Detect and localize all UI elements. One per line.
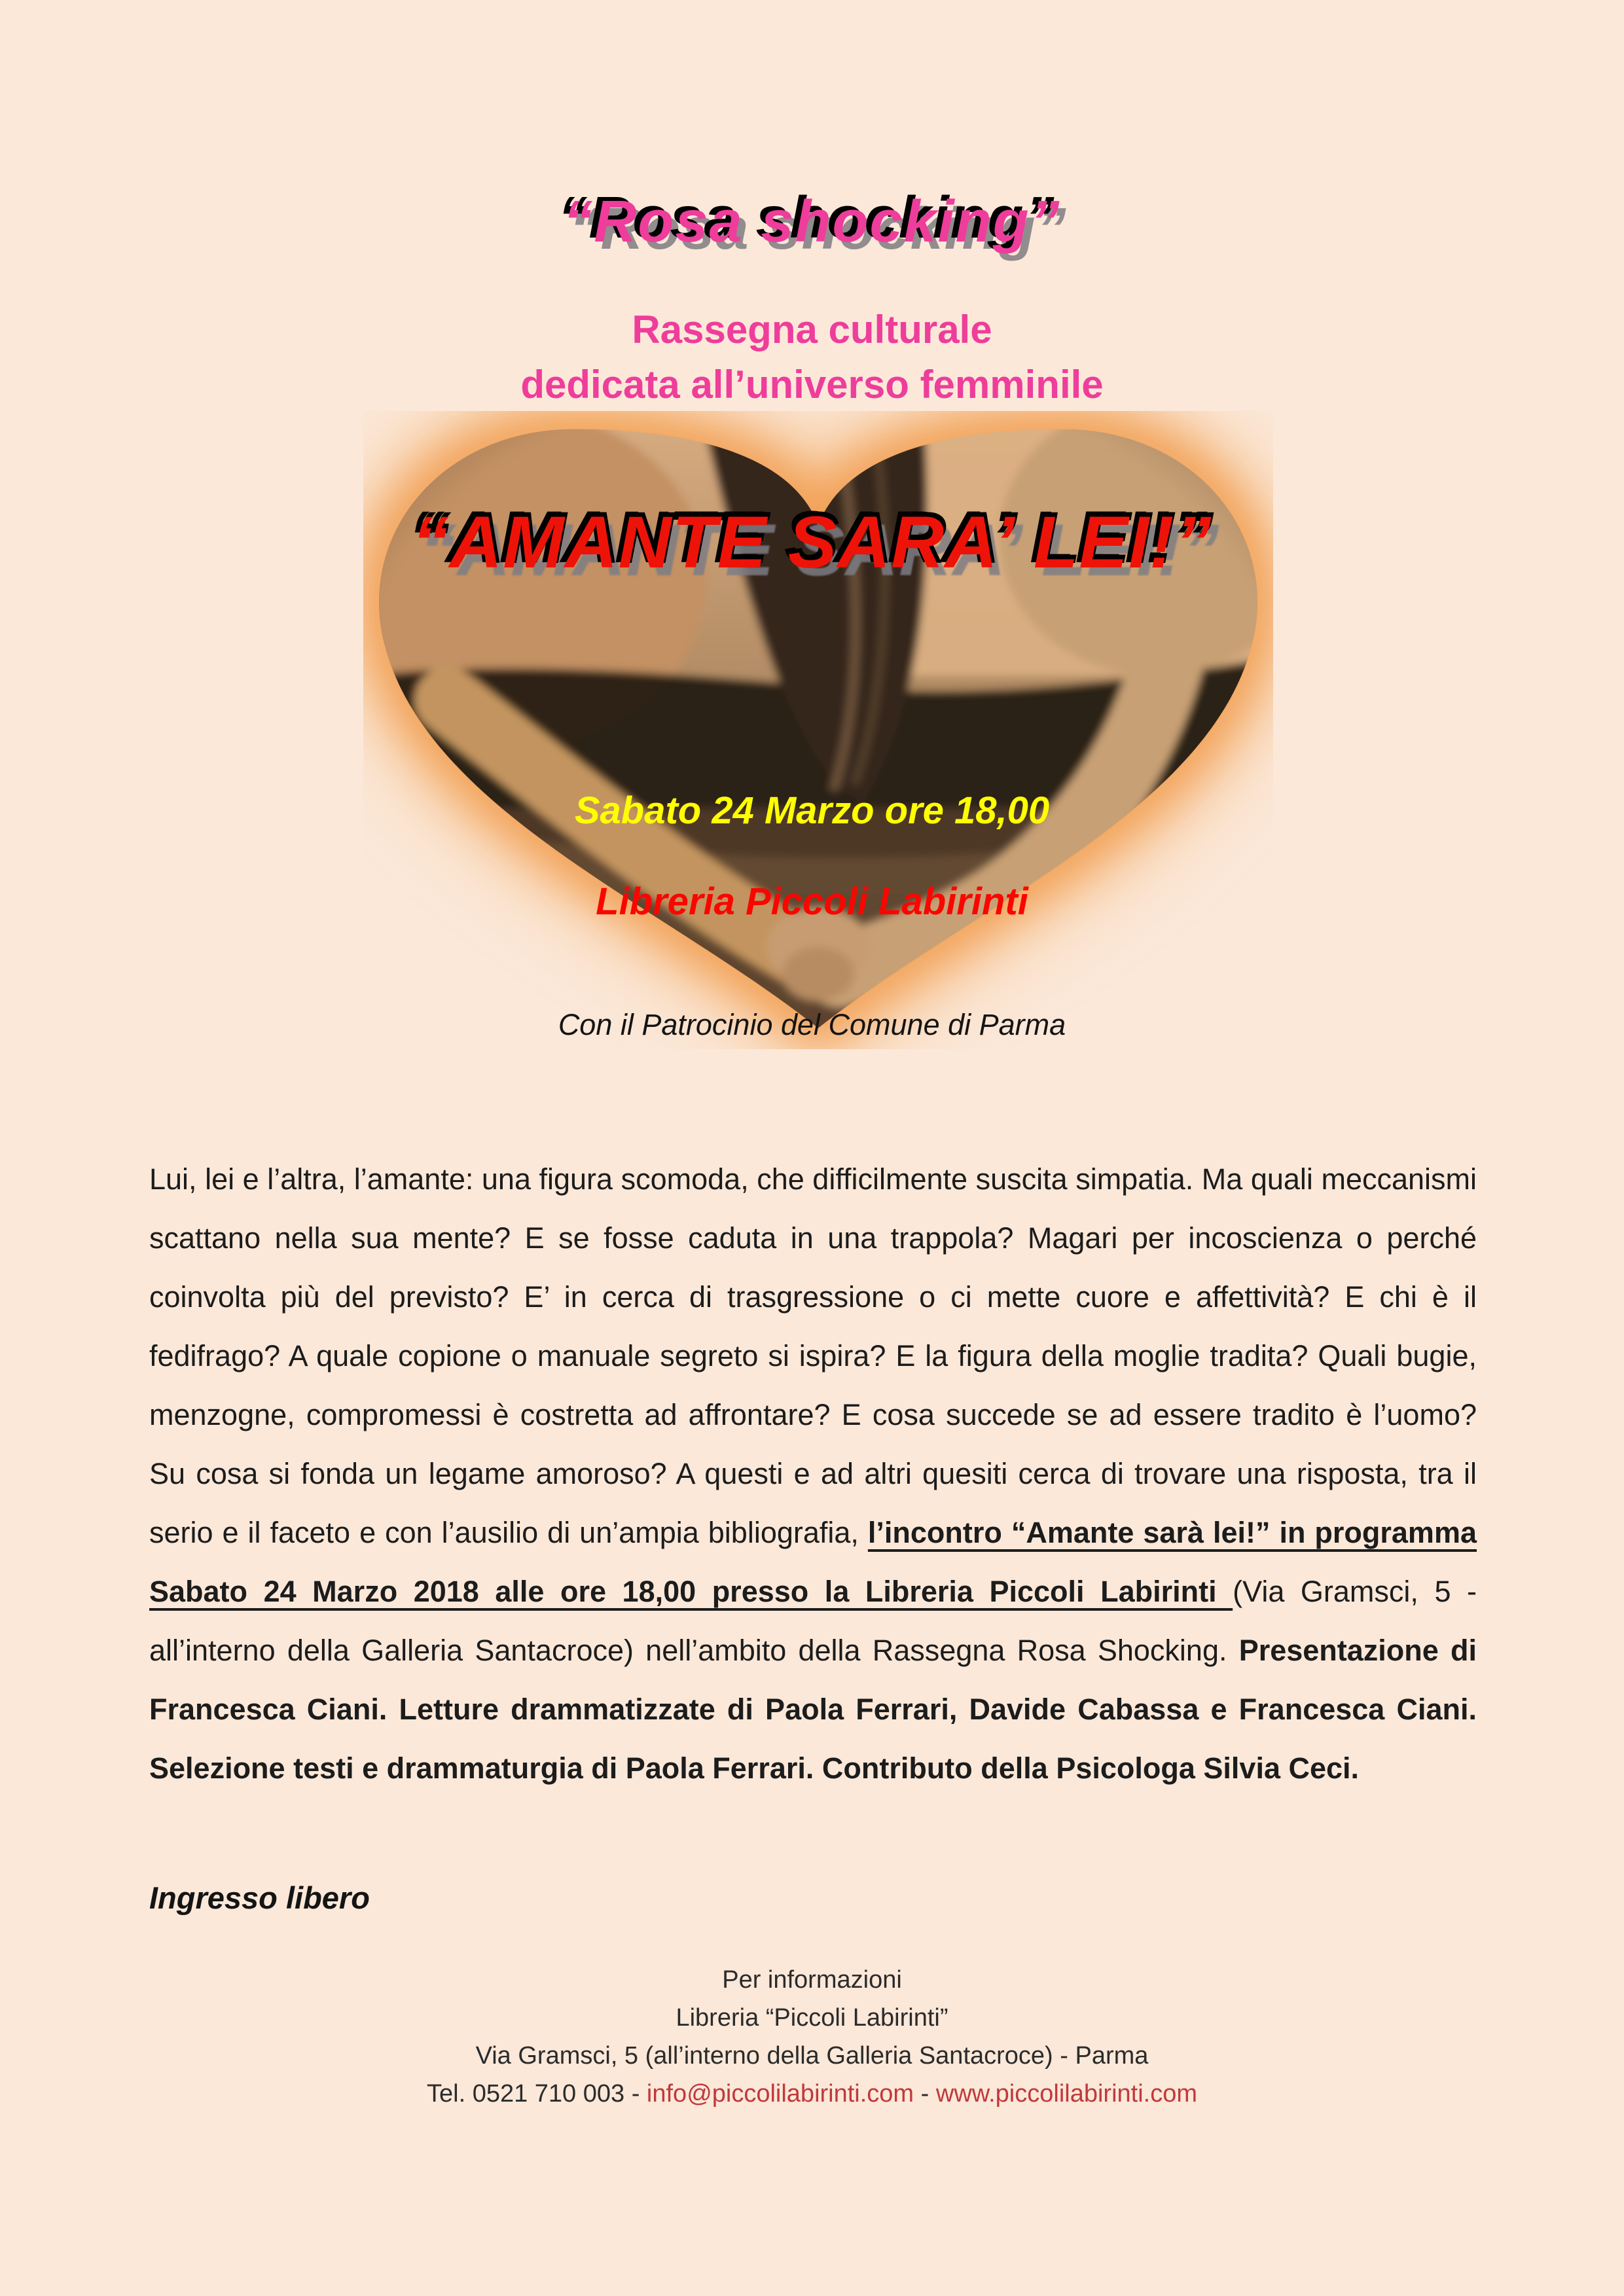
text-run: - (914, 2080, 936, 2108)
website-link[interactable]: www.piccolilabirinti.com (935, 2080, 1197, 2108)
footer-info-heading: Per informazioni (722, 1966, 902, 1994)
free-entry-note: Ingresso libero (149, 1880, 370, 1915)
event-headline: “AMANTE SARA’ LEI!” (412, 501, 1212, 583)
event-series-title: “Rosa shocking” (563, 189, 1061, 255)
footer-address-line: Via Gramsci, 5 (all’interno della Galleria Santacroce) - Parma (475, 2042, 1149, 2070)
footer-bookstore-name: Libreria “Piccoli Labirinti” (676, 2004, 948, 2032)
body-paragraph (149, 1150, 1477, 1798)
text-run: Presentazione di Francesca Ciani. Letture drammatizzate di Paola Ferrari, Davide Cabassa e Francesca Ciani. Selezione testi e drammaturgia di Paola Ferrari. Contributo della Psicologa Silvia Ceci. (149, 1634, 1477, 1785)
email-link[interactable]: info@piccolilabirinti.com (646, 2080, 914, 2108)
text-run: Lui, lei e l’altra, l’amante: una figura scomoda, che difficilmente suscita simpatia. Ma quali meccanismi scattano nella sua mente? E se fosse caduta in una trappola? Magari per incoscienza o perché coinvolta più del previsto? E’ in cerca di trasgressione o ci mette cuore e affettività? E chi è il fedifrago? A quale copione o manuale segreto si ispira? E la figura della moglie tradita? Quali bugie, menzogne, compromessi è costretta ad affrontare? E cosa succede se ad essere tradito è l’uomo? Su cosa si fonda un legame amoroso? A questi e ad altri quesiti cerca di trovare una risposta, tra il serio e il faceto e con l’ausilio di un’ampia bibliografia, (149, 1162, 1477, 1549)
text-run: l’incontro “Amante sarà lei!” in programma Sabato 24 Marzo 2018 alle ore 18,00 presso la Libreria Piccoli Labirinti (149, 1516, 1477, 1608)
text-run: Tel. 0521 710 003 - (427, 2080, 647, 2108)
series-subtitle-line1: Rassegna culturale (632, 308, 992, 351)
patronage-line: Con il Patrocinio del Comune di Parma (558, 1008, 1066, 1041)
series-subtitle-line2: dedicata all’universo femminile (520, 363, 1104, 406)
series-subtitle (0, 302, 1624, 412)
footer (0, 1961, 1624, 2113)
event-date: Sabato 24 Marzo ore 18,00 (574, 789, 1050, 832)
footer-contact-line (0, 2075, 1624, 2113)
text-run: (Via Gramsci, 5 - all’interno della Galleria Santacroce) nell’ambito della Rassegna Rosa Shocking. (149, 1575, 1477, 1667)
event-venue: Libreria Piccoli Labirinti (596, 880, 1028, 923)
